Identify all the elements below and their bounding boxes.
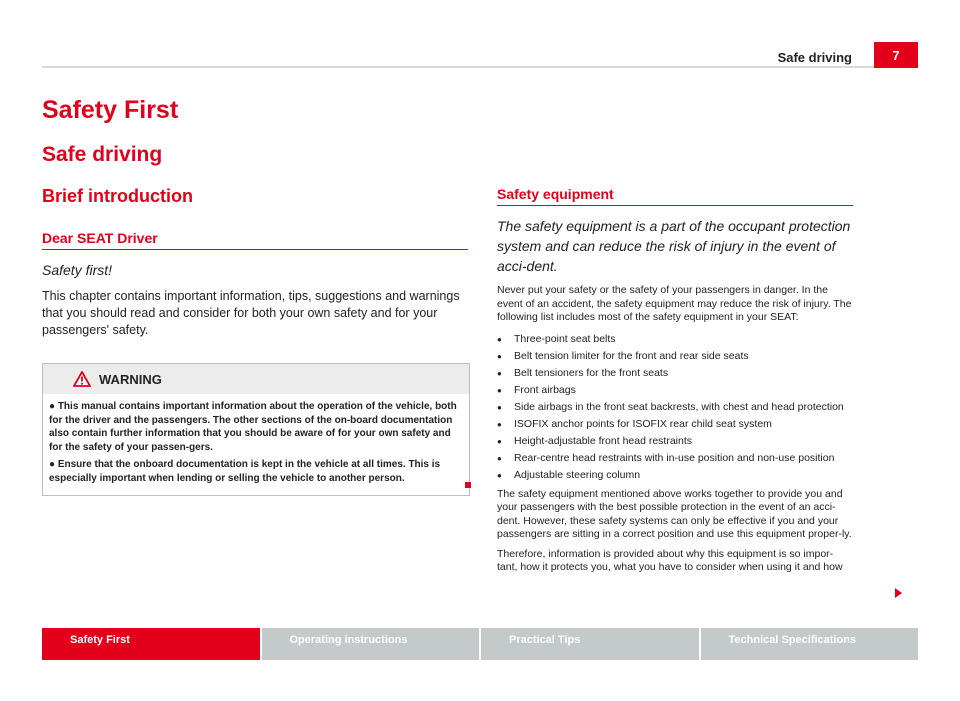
list-item: ● Adjustable steering column bbox=[497, 467, 853, 484]
tab-technical-specifications[interactable]: Technical Specifications bbox=[701, 628, 919, 660]
warning-box bbox=[42, 363, 470, 496]
list-item: ● Three-point seat belts bbox=[497, 331, 853, 348]
warning-item: ● Ensure that the onboard documentation is kept in the vehicle at all times. This is especially important when lending or selling the vehicle to another person. bbox=[49, 459, 441, 484]
tab-safety-first[interactable]: Safety First bbox=[42, 628, 260, 660]
subsection-title: Brief introduction bbox=[42, 186, 193, 206]
list-item: ● Belt tension limiter for the front and rear side seats bbox=[497, 348, 853, 365]
safety-equipment-heading: Safety equipment bbox=[497, 186, 853, 206]
warning-item: ● This manual contains important information about the operation of the vehicle, both for the driver and the passengers. The other sections of the on-board documentation also contain further information that you should be aware of for your own safety and for the safety of your passen-gers. bbox=[49, 401, 457, 453]
list-item: ● Rear-centre head restraints with in-use position and non-use position bbox=[497, 450, 853, 467]
safety-equipment-intro: Never put your safety or the safety of your passengers in danger. In the event of an accident, the safety equipment may reduce the risk of injury. The following list includes most of the safety equipment in your SEAT: bbox=[497, 284, 852, 323]
lead-text: Safety first! bbox=[42, 262, 113, 278]
header-rule bbox=[42, 66, 918, 68]
list-item: ● ISOFIX anchor points for ISOFIX rear child seat system bbox=[497, 416, 853, 433]
warning-title: WARNING bbox=[99, 371, 162, 387]
equipment-paragraph: The safety equipment mentioned above works together to provide you and your passengers with the best possible protection in the event of an acci-dent. However, these safety systems can only be effective if you and your passengers are sitting in a correct position and use this equipment proper-ly. bbox=[497, 487, 852, 540]
footer-navigation bbox=[42, 628, 918, 660]
list-item: ● Height-adjustable front head restraints bbox=[497, 433, 853, 450]
continue-arrow-icon bbox=[895, 588, 902, 598]
left-column bbox=[42, 230, 468, 496]
intro-paragraph: This chapter contains important information, tips, suggestions and warnings that you should read and consider for both your own safety and for your passengers' safety. bbox=[42, 289, 460, 337]
list-item: ● Front airbags bbox=[497, 382, 853, 399]
dear-driver-heading: Dear SEAT Driver bbox=[42, 230, 468, 250]
safety-equipment-lead: The safety equipment is a part of the occupant protection system and can reduce the risk of injury in the event of acci-dent. bbox=[497, 218, 851, 274]
right-column bbox=[497, 186, 853, 581]
warning-header bbox=[43, 364, 469, 394]
list-item: ● Belt tensioners for the front seats bbox=[497, 365, 853, 382]
warning-body bbox=[43, 394, 469, 495]
equipment-list bbox=[497, 331, 853, 484]
section-end-marker bbox=[465, 482, 471, 488]
list-item: ● Side airbags in the front seat backrests, with chest and head protection bbox=[497, 399, 853, 416]
chapter-title: Safety First bbox=[42, 96, 179, 124]
warning-triangle-icon bbox=[73, 371, 91, 387]
running-header: Safe driving bbox=[777, 50, 852, 65]
page-number-badge: 7 bbox=[874, 42, 918, 68]
equipment-paragraph-continued: Therefore, information is provided about why this equipment is so impor-tant, how it protects you, what you have to consider when using it and how bbox=[497, 547, 843, 573]
tab-practical-tips[interactable]: Practical Tips bbox=[481, 628, 699, 660]
section-title: Safe driving bbox=[42, 143, 163, 166]
tab-operating-instructions[interactable]: Operating instructions bbox=[262, 628, 480, 660]
